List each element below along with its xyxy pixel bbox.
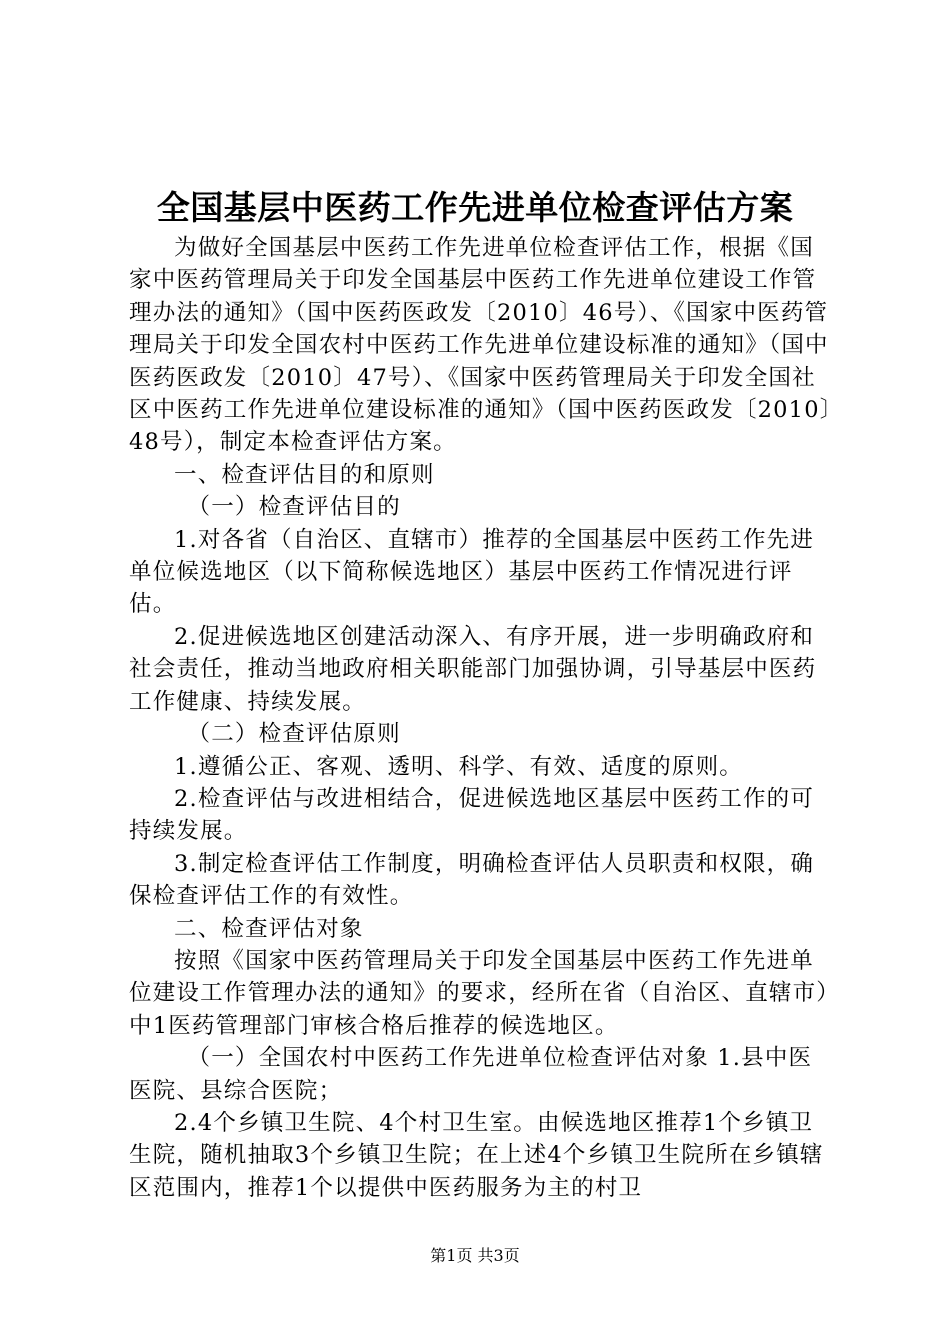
paragraph-intro: 为做好全国基层中医药工作先进单位检查评估工作，根据《国家中医药管理局关于印发全国基层中医药工作先进单位建设工作管理办法的通知》（国中医药医政发〔2010〕46号）、《国家中医药管理局关于印发全国农村中医药工作先进单位建设标准的通知》（国中医药医政发〔2010〕47号）、《国家中医药管理局关于印发全国社区中医药工作先进单位建设标准的通知》（国中医药医政发〔2010〕48号），制定本检查评估方案。 (129, 235, 833, 456)
paragraph-principle-3: 3.制定检查评估工作制度，明确检查评估人员职责和权限，确保检查评估工作的有效性。 (129, 850, 815, 910)
paragraph-rural-targets: （一）全国农村中医药工作先进单位检查评估对象 1.县中医医院、县综合医院； (129, 1045, 813, 1104)
page-footer: 第1页 共3页 (430, 1246, 520, 1265)
paragraph-rural-targets-2: 2.4个乡镇卫生院、4个村卫生室。由候选地区推荐1个乡镇卫生院，随机抽取3个乡镇卫生院；在上述4个乡镇卫生院所在乡镇辖区范围内，推荐1个以提供中医药服务为主的村卫 (129, 1109, 824, 1201)
paragraph-principle-2: 2.检查评估与改进相结合，促进候选地区基层中医药工作的可持续发展。 (129, 785, 815, 845)
subsection-heading-1-1: （一）检查评估目的 (187, 494, 401, 521)
section-heading-2: 二、检查评估对象 (174, 915, 364, 942)
paragraph-purpose-2: 2.促进候选地区创建活动深入、有序开展，进一步明确政府和社会责任，推动当地政府相关职能部门加强协调，引导基层中医药工作健康、持续发展。 (129, 623, 817, 715)
paragraph-targets: 按照《国家中医药管理局关于印发全国基层中医药工作先进单位建设工作管理办法的通知》的要求，经所在省（自治区、直辖市）中1医药管理部门审核合格后推荐的候选地区。 (129, 947, 829, 1039)
paragraph-purpose-1: 1.对各省（自治区、直辖市）推荐的全国基层中医药工作先进单位候选地区（以下简称候选地区）基层中医药工作情况进行评估。 (129, 526, 815, 618)
document-body (129, 232, 833, 1204)
document-title: 全国基层中医药工作先进单位检查评估方案 (156, 188, 794, 227)
subsection-heading-1-2: （二）检查评估原则 (187, 721, 401, 748)
section-heading-1: 一、检查评估目的和原则 (174, 461, 435, 488)
paragraph-principle-1: 1.遵循公正、客观、透明、科学、有效、适度的原则。 (174, 753, 743, 780)
